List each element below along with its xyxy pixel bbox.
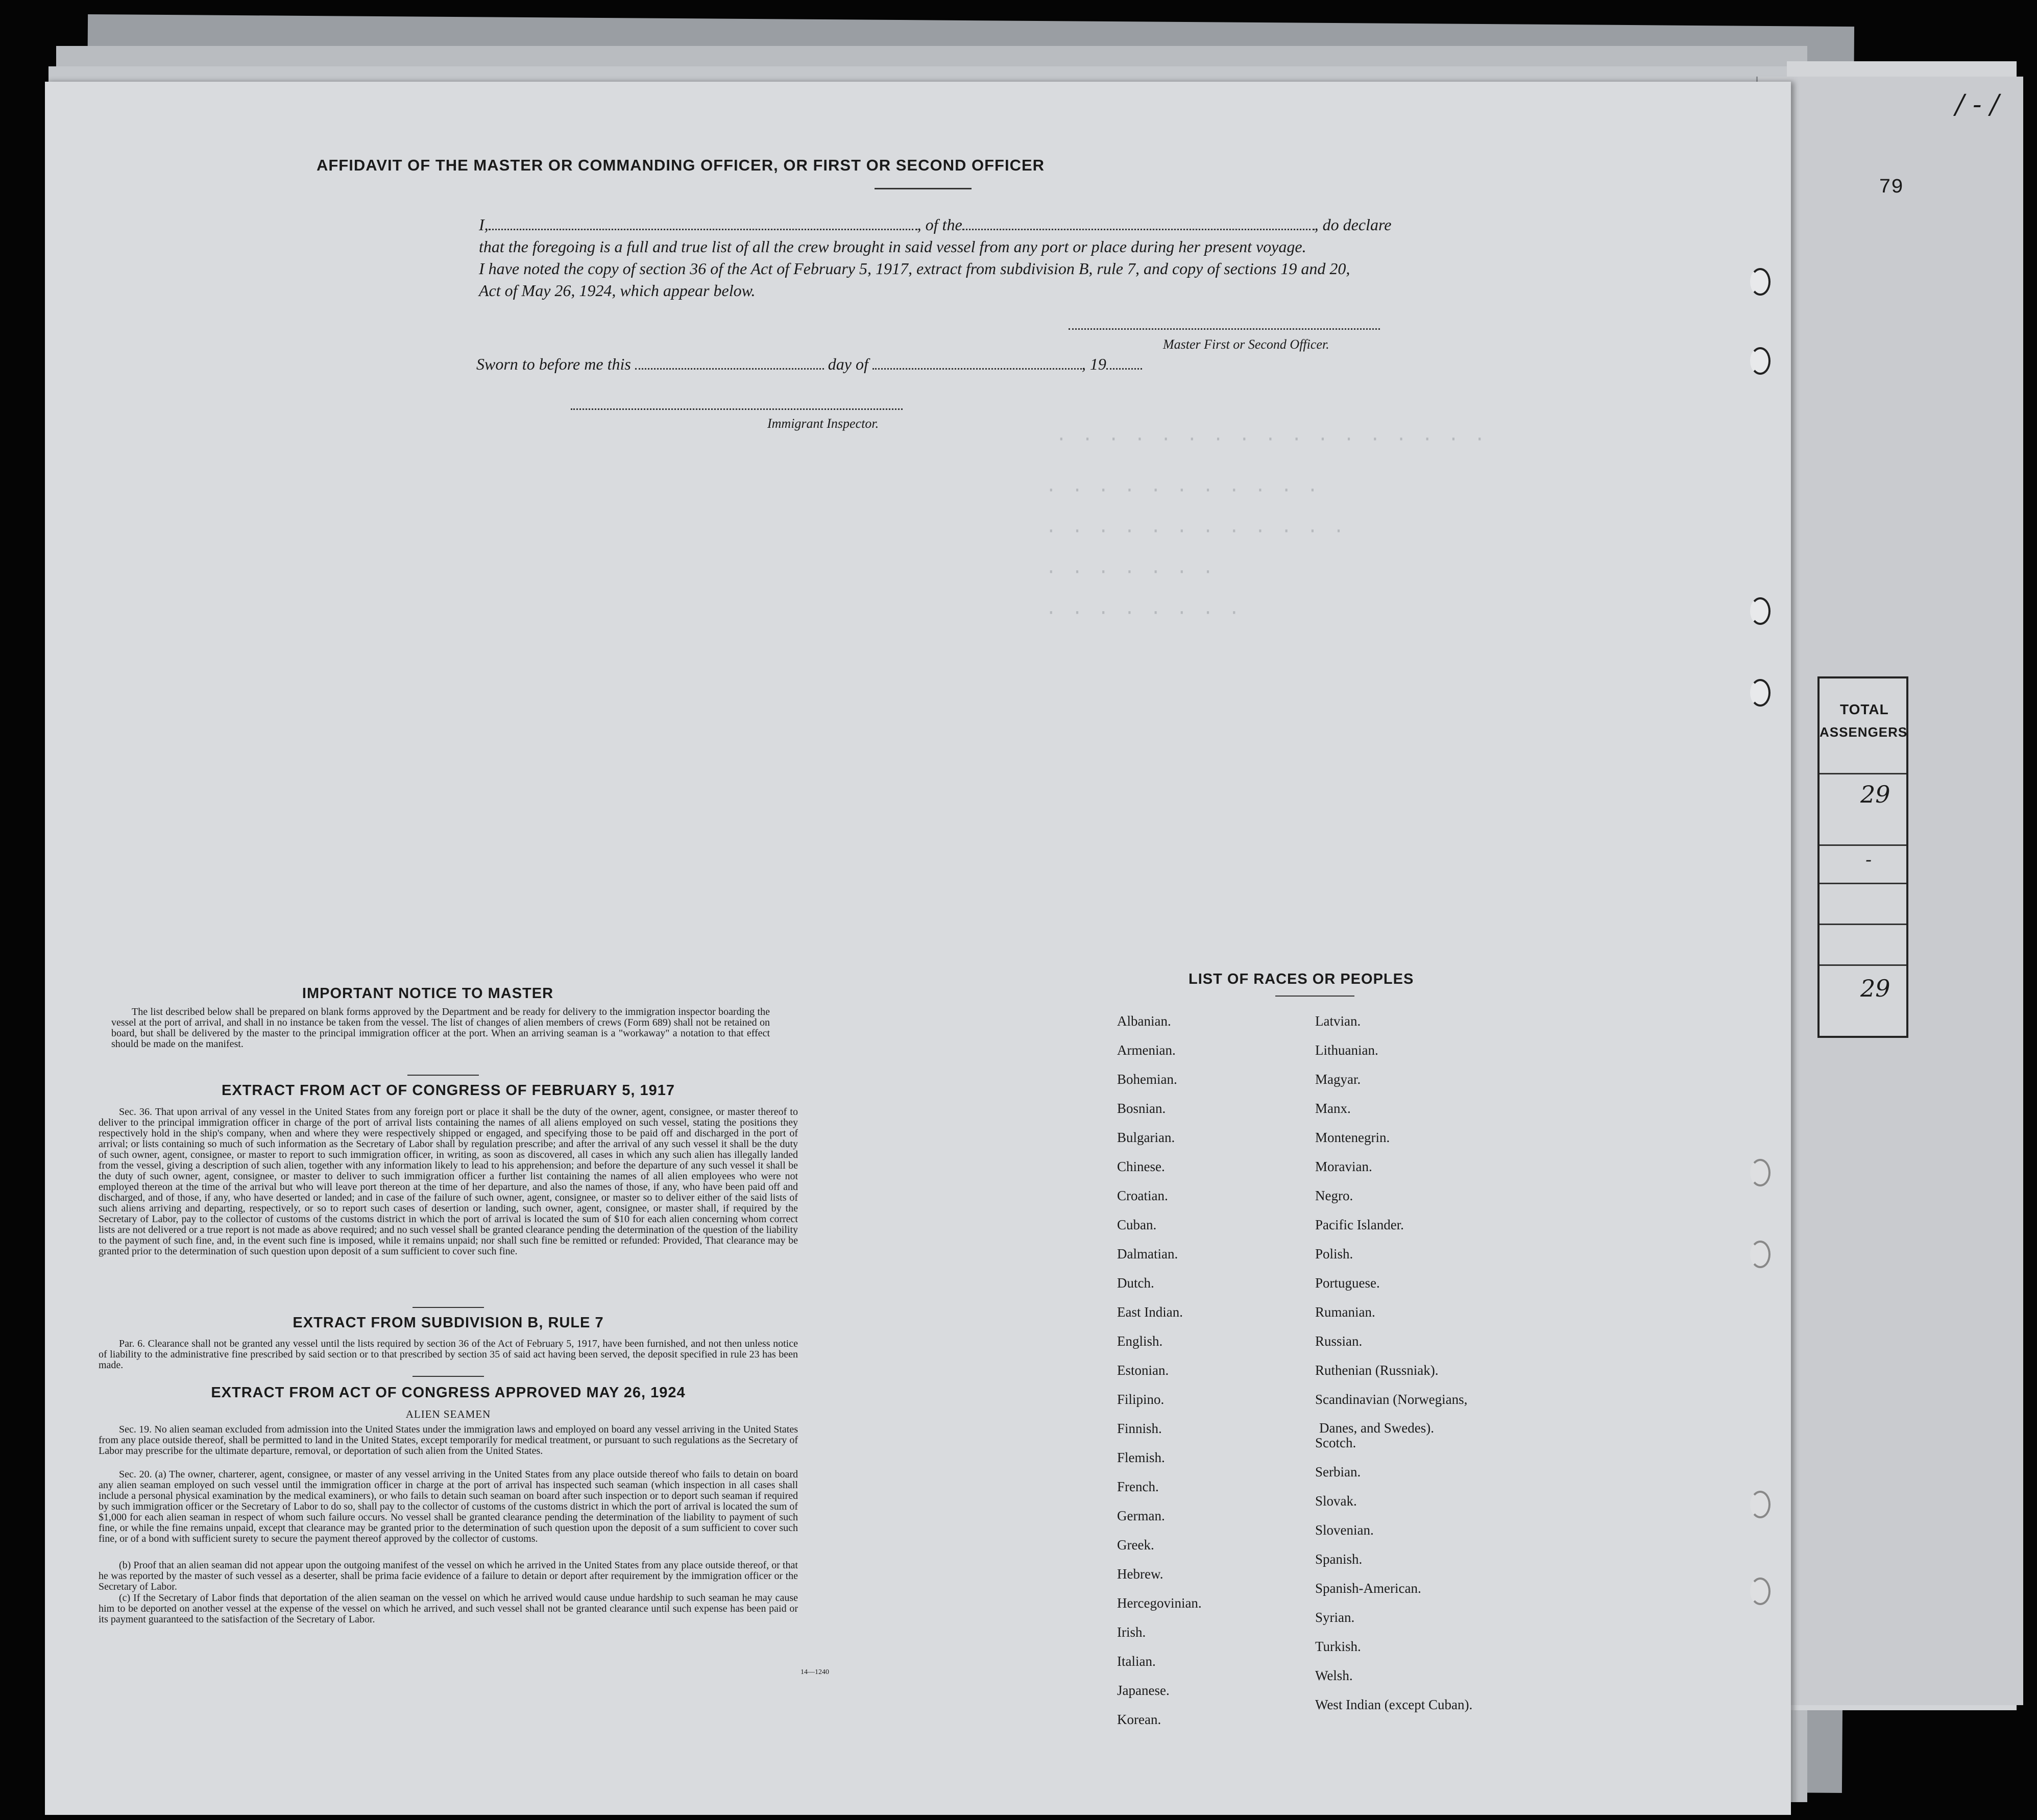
- affidavit-line-4: Act of May 26, 1924, which appear below.: [479, 281, 756, 300]
- race-item: Serbian.: [1315, 1464, 1361, 1479]
- punch-hole: [1750, 1491, 1771, 1518]
- race-item: Greek.: [1117, 1537, 1154, 1552]
- affidavit-line-3: I have noted the copy of section 36 of the Act of February 5, 1917, extract from subdivision B, rule 7, and copy of sections 19 and 20,: [479, 259, 1350, 278]
- race-item: Spanish.: [1315, 1551, 1363, 1567]
- race-item-continuation: Danes, and Swedes).: [1319, 1420, 1434, 1436]
- race-item: East Indian.: [1117, 1304, 1183, 1320]
- race-item: Irish.: [1117, 1624, 1146, 1640]
- race-item: Scandinavian (Norwegians,: [1315, 1392, 1468, 1407]
- race-item: Welsh.: [1315, 1668, 1353, 1683]
- inspector-signature-line: [571, 408, 903, 410]
- affidavit-sheet: · · · · · · · · · · · · · · · · · · · · · · · · · · · · · · · · · · · · · · · · · · · · · · · · · · · · · · · AFFIDAVIT OF THE MASTER OR COMMANDING OFFICER, OR FIRST OR SECOND OFFICER I, , of the , do declare that the foregoing is a full and true list of all the crew brought in said vessel from any port or place during her present voyage. I have noted the copy of section 36 of the Act of February 5, 1917, extract from subdivision B, rule 7, and copy of sections 19 and 20, Act of May 26, 1924, which appear below. Master First or Second Officer. Sworn to before me this day of , 19 Immigrant Inspector. IMPORTANT NOTICE TO MASTER The list described below shall be prepared on blank forms approved by the Department and be ready for delivery to the immigration inspector boarding the vessel at the port of arrival, and shall in no instance be taken from the vessel. The list of changes of alien members of crews (Form 689) shall not be retained on board, but shall be delivered by the master to the principal immigration officer at the port. When an arriving seaman is a "workaway" a notation to that effect should be made on the manifest. EXTRACT FROM ACT OF CONGRESS OF FEBRUARY 5, 1917 Sec. 36. That upon arrival of any vessel in the United States from any foreign port or place it shall be the duty of the owner, agent, consignee, or master thereof to deliver to the principal immigration officer in charge of the port of arrival lists containing the names of all aliens employed on such vessel, stating the positions they respectively hold in the ship's company, when and where they were respectively shipped or engaged, and specifying those to be paid off and discharged in the port of arrival; or lists containing so much of such information as the Secretary of Labor shall by regulation prescribe; and after the arrival of any such vessel it shall be the duty of such owner, agent, consignee, or master to report to such immigration officer, in writing, as soon as discovered, all cases in which any such alien has illegally landed from the vessel, giving a description of such alien, together with any information likely to lead to his apprehension; and before the departure of any such vessel it shall be the duty of such owner, agent, consignee, or master to deliver to such immigration officer a further list containing the names of all alien employees who were not employed thereon at the time of the arrival but who will leave port thereon at the time of her departure, and also the names of those, if any, who have been paid off and discharged, and of those, if any, who have deserted or landed; and in case of the failure of such owner, agent, consignee, or master so to deliver either of the said lists of such aliens arriving and departing, respectively, or so to report such cases of desertion or landing, such owner, agent, consignee, or master shall, if required by the Secretary of Labor, pay to the collector of customs of the customs district in which the port of arrival is located the sum of $10 for each alien concerning whom correct lists are not delivered or a true report is not made as above required; and no such vessel shall be granted clearance pending the determination of the question of the liability to the payment of such fine, and, in the event such fine is imposed, while it remains unpaid; nor shall such fine be remitted or refunded: Provided, That clearance may be granted prior to the determination of such question upon deposit of a sum sufficient to cover such fine. EXTRACT FROM SUBDIVISION B, RULE 7 Par. 6. Clearance shall not be granted any vessel until the lists required by section 36 of the Act of February 5, 1917, have been furnished, and not then unless notice of liability to the administrative fine prescribed by said section or to that prescribed by section 35 of said act having been served, the deposit specified in rule 23 has been made. EXTRACT FROM ACT OF CONGRESS APPROVED MAY 26, 1924 ALIEN SEAMEN Sec. 19. No alien seaman excluded from admission into the United States under the immigration laws and employed on board any vessel arriving in the United States from any place outside thereof, shall be permitted to land in the United States, except temporarily for medical treatment, or pursuant to such regulations as the Secretary of Labor may prescribe for the ultimate departure, removal, or deportation of such alien from the United States. Sec. 20. (a) The owner, charterer, agent, consignee, or master of any vessel arriving in the United States from any place outside thereof who fails to detain on board any alien seaman employed on such vessel until the immigration officer in charge at the port of arrival has inspected such seaman (which inspection in all cases shall include a personal physical examination by the medical examiners), or who fails to detain such seaman on board after such inspection or to deport such seaman if required by such immigration officer or the Secretary of Labor to do so, shall pay to the collector of customs of the customs district in which the port of arrival is located the sum of $1,000 for each alien seaman in respect of whom such failure occurs. No vessel shall be granted clearance pending the determination of the liability to payment of such fine, or while the fine remains unpaid, except that clearance may be granted prior to the determination of such question upon the deposit of a sum sufficient to cover such fine, or of a bond with sufficient surety to secure the payment thereof approved by the collector of customs. (b) Proof that an alien seaman did not appear upon the outgoing manifest of the vessel on which he arrived in the United States from any place outside thereof, or that he was reported by the master of such vessel as a deserter, shall be prima facie evidence of a failure to detain or deport after requirement by the immigration officer or the Secretary of Labor. (c) If the Secretary of Labor finds that deportation of the alien seaman on the vessel on which he arrived would cause undue hardship to such seaman he may cause him to be deported on another vessel at the expense of the vessel on which he arrived, and such vessel shall not be granted clearance until such expense has been paid or its payment guaranteed to the satisfaction of the Secretary of Labor. 14—1240 LIST OF RACES OR PEOPLES Albanian. Armenian. Bohemian. Bosnian. Bulgarian. Chinese. Croatian. Cuban. Dalmatian. Dutch. East Indian. English. Estonian. Filipino. Finnish. Flemish. French. German. Greek. Hebrew. Hercegovinian. Irish. Italian. Japanese. Korean. Latvian. Lithuanian. Magyar. Manx. Montenegrin. Moravian. Negro. Pacific Islander. Polish. Portuguese. Rumanian. Russian. Ruthenian (Russniak). Scandinavian (Norwegians, Scotch. Serbian. Slovak. Slovenian. Spanish. Spanish-American. Syrian. Turkish. Welsh. West Indian (except Cuban). Danes, and Swedes).: [45, 82, 1791, 1815]
- extract-1917-title: EXTRACT FROM ACT OF CONGRESS OF FEBRUARY 5, 1917: [221, 1082, 675, 1099]
- race-item: Rumanian.: [1315, 1304, 1375, 1320]
- race-item: Latvian.: [1315, 1013, 1361, 1029]
- race-item: Bosnian.: [1117, 1101, 1166, 1116]
- race-item: Slovenian.: [1315, 1522, 1374, 1538]
- punch-hole: [1750, 1241, 1771, 1268]
- race-item: English.: [1117, 1333, 1163, 1349]
- race-item: Montenegrin.: [1315, 1130, 1390, 1145]
- race-item: Hebrew.: [1117, 1566, 1163, 1582]
- race-item: West Indian (except Cuban).: [1315, 1697, 1473, 1712]
- totals-header-2: ASSENGERS: [1820, 724, 1908, 740]
- extract-1924-sec20a: Sec. 20. (a) The owner, charterer, agent, consignee, or master of any vessel arriving in the United States from any place outside thereof who fails to detain on board any alien seaman employed on such vessel until the immigration officer in charge at the port of arrival has inspected such seaman (which inspection in all cases shall include a personal physical examination by the medical examiners), or who fails to detain such seaman on board after such inspection or to deport such seaman if required by such immigration officer or the Secretary of Labor to do so, shall pay to the collector of customs of the customs district in which the port of arrival is located the sum of $1,000 for each alien seaman in respect of whom such failure occurs. No vessel shall be granted clearance pending the determination of the liability to payment of such fine, or while the fine remains unpaid, except that clearance may be granted prior to the determination of such question upon the deposit of a sum sufficient to cover such fine, or of a bond with sufficient surety to secure the payment thereof approved by the collector of customs.: [99, 1469, 798, 1544]
- race-item: Lithuanian.: [1315, 1042, 1378, 1058]
- extract-1924-title: EXTRACT FROM ACT OF CONGRESS APPROVED MAY 26, 1924: [211, 1385, 686, 1401]
- punch-hole: [1750, 597, 1771, 625]
- punch-hole: [1750, 1578, 1771, 1605]
- page-number: 79: [1879, 176, 1904, 199]
- punch-hole: [1750, 1159, 1771, 1186]
- race-item: Polish.: [1315, 1246, 1353, 1261]
- race-item: Syrian.: [1315, 1610, 1355, 1625]
- extract-rule7-title: EXTRACT FROM SUBDIVISION B, RULE 7: [293, 1315, 604, 1331]
- race-item: Bohemian.: [1117, 1072, 1177, 1087]
- handwritten-mark: / ‐ /: [1955, 89, 1999, 120]
- race-item: Japanese.: [1117, 1683, 1170, 1698]
- race-item: Dutch.: [1117, 1275, 1154, 1291]
- form-number: 14—1240: [801, 1668, 829, 1676]
- race-item: Portuguese.: [1315, 1275, 1380, 1291]
- extract-1924-sec20c: (c) If the Secretary of Labor finds that deportation of the alien seaman on the vessel on which he arrived would cause undue hardship to such seaman he may cause him to be deported on another vessel at the expense of the vessel on which he arrived, and such vessel shall not be granted clearance until such expense has been paid or its payment guaranteed to the satisfaction of the Secretary of Labor.: [99, 1592, 798, 1625]
- race-item: Pacific Islander.: [1315, 1217, 1404, 1232]
- total-value: 29: [1860, 781, 1890, 808]
- race-item: Finnish.: [1117, 1421, 1162, 1436]
- race-item: German.: [1117, 1508, 1165, 1523]
- race-item: Filipino.: [1117, 1392, 1165, 1407]
- race-item: Croatian.: [1117, 1188, 1168, 1203]
- race-item: Flemish.: [1117, 1450, 1165, 1465]
- inspector-label: Immigrant Inspector.: [767, 416, 879, 431]
- race-item: Korean.: [1117, 1712, 1161, 1727]
- affidavit-line-2: that the foregoing is a full and true list of all the crew brought in said vessel from any port or place during her present voyage.: [479, 237, 1306, 256]
- extract-1924-sec19: Sec. 19. No alien seaman excluded from admission into the United States under the immigration laws and employed on board any vessel arriving in the United States from any place outside thereof, shall be permitted to land in the United States, except temporarily for medical treatment, or pursuant to such regulations as the Secretary of Labor may prescribe for the ultimate departure, removal, or deportation of such alien from the United States.: [99, 1424, 798, 1457]
- race-item: Spanish-American.: [1315, 1581, 1421, 1596]
- race-item: Hercegovinian.: [1117, 1595, 1202, 1611]
- totals-header-1: TOTAL: [1840, 701, 1889, 717]
- race-item: Slovak.: [1315, 1493, 1357, 1509]
- totals-box: [1817, 676, 1908, 1038]
- notice-title: IMPORTANT NOTICE TO MASTER: [302, 985, 554, 1002]
- race-item: Cuban.: [1117, 1217, 1157, 1232]
- race-item: Dalmatian.: [1117, 1246, 1178, 1261]
- race-item: Negro.: [1315, 1188, 1353, 1203]
- races-title: LIST OF RACES OR PEOPLES: [1189, 971, 1414, 987]
- race-item: Armenian.: [1117, 1042, 1176, 1058]
- notice-body: The list described below shall be prepared on blank forms approved by the Department and be ready for delivery to the immigration inspector boarding the vessel at the port of arrival, and shall in no instance be taken from the vessel. The list of changes of alien members of crews (Form 689) shall not be retained on board, but shall be delivered by the master to the principal immigration officer at the port. When an arriving seaman is a "workaway" a notation to that effect should be made on the manifest.: [111, 1006, 770, 1050]
- race-item: Russian.: [1315, 1333, 1363, 1349]
- punch-hole: [1750, 347, 1771, 375]
- punch-hole: [1750, 679, 1771, 707]
- sworn-line: Sworn to before me this day of , 19: [476, 355, 1142, 374]
- extract-1924-sec20b: (b) Proof that an alien seaman did not appear upon the outgoing manifest of the vessel on which he arrived in the United States from any place outside thereof, or that he was reported by the master of such vessel as a deserter, shall be prima facie evidence of a failure to detain or deport after requirement by the immigration officer or the Secretary of Labor.: [99, 1560, 798, 1592]
- extract-1917-body: Sec. 36. That upon arrival of any vessel in the United States from any foreign port or place it shall be the duty of the owner, agent, consignee, or master thereof to deliver to the principal immigration officer in charge of the port of arrival lists containing the names of all aliens employed on such vessel, stating the positions they respectively hold in the ship's company, when and where they were respectively shipped or engaged, and specifying those to be paid off and discharged in the port of arrival; or lists containing so much of such information as the Secretary of Labor shall by regulation prescribe; and after the arrival of any such vessel it shall be the duty of such owner, agent, consignee, or master to report to such immigration officer, in writing, as soon as discovered, all cases in which any such alien has illegally landed from the vessel, giving a description of such alien, together with any information likely to lead to his apprehension; and before the departure of any such vessel it shall be the duty of such owner, agent, consignee, or master to deliver to such immigration officer a further list containing the names of all alien employees who were not employed thereon at the time of the arrival but who will leave port thereon at the time of her departure, and also the names of those, if any, who have been paid off and discharged, and of those, if any, who have deserted or landed; and in case of the failure of such owner, agent, consignee, or master so to deliver either of the said lists of such aliens arriving and departing, respectively, or so to report such cases of desertion or landing, such owner, agent, consignee, or master shall, if required by the Secretary of Labor, pay to the collector of customs of the customs district in which the port of arrival is located the sum of $10 for each alien concerning whom correct lists are not delivered or a true report is not made as above required; and no such vessel shall be granted clearance pending the determination of the question of the liability to the payment of such fine, and, in the event such fine is imposed, while it remains unpaid; nor shall such fine be remitted or refunded: Provided, That clearance may be granted prior to the determination of such question upon deposit of a sum sufficient to cover such fine.: [99, 1106, 798, 1257]
- race-item: Moravian.: [1315, 1159, 1372, 1174]
- total-value: 29: [1860, 975, 1890, 1002]
- race-item: Manx.: [1315, 1101, 1351, 1116]
- race-item: Chinese.: [1117, 1159, 1165, 1174]
- master-signature-label: Master First or Second Officer.: [1163, 337, 1329, 352]
- race-item: Magyar.: [1315, 1072, 1361, 1087]
- race-item: Italian.: [1117, 1654, 1156, 1669]
- race-item: French.: [1117, 1479, 1159, 1494]
- race-item: Scotch.: [1315, 1435, 1356, 1450]
- race-item: Bulgarian.: [1117, 1130, 1175, 1145]
- master-signature-line: [1069, 328, 1380, 330]
- race-item: Turkish.: [1315, 1639, 1361, 1654]
- race-item: Albanian.: [1117, 1013, 1171, 1029]
- extract-1924-subtitle: ALIEN SEAMEN: [405, 1408, 491, 1420]
- race-item: Ruthenian (Russniak).: [1315, 1363, 1439, 1378]
- affidavit-title: AFFIDAVIT OF THE MASTER OR COMMANDING OFFICER, OR FIRST OR SECOND OFFICER: [316, 156, 1045, 174]
- punch-hole: [1750, 268, 1771, 296]
- extract-rule7-body: Par. 6. Clearance shall not be granted any vessel until the lists required by section 36 of the Act of February 5, 1917, have been furnished, and not then unless notice of liability to the administrative fine prescribed by said section or to that prescribed by section 35 of said act having been served, the deposit specified in rule 23 has been made.: [99, 1338, 798, 1371]
- race-item: Estonian.: [1117, 1363, 1169, 1378]
- total-value: -: [1865, 850, 1872, 870]
- affidavit-line-1: I, , of the , do declare: [479, 215, 1392, 234]
